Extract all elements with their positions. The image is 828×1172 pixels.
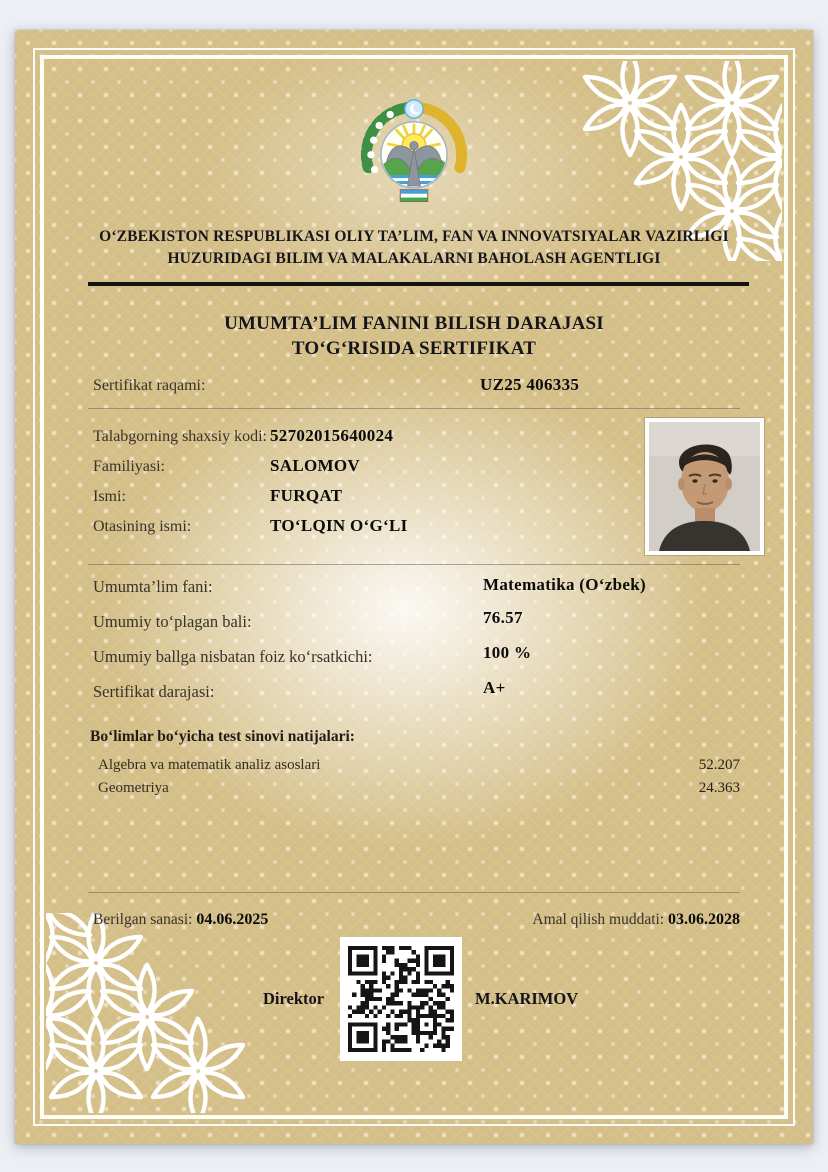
section-score: 24.363 <box>698 780 740 796</box>
patronymic-value: TO‘LQIN O‘G‘LI <box>270 516 408 535</box>
certificate-title-line2: TO‘G‘RISIDA SERTIFIKAT <box>291 338 537 359</box>
certificate-number-label: Sertifikat raqami: <box>93 377 206 394</box>
corner-ornament-bottom-left <box>46 913 246 1113</box>
certificate-title-line1: UMUMTA’LIM FANINI BILISH DARAJASI <box>224 313 604 334</box>
sections-heading: Bo‘limlar bo‘yicha test sinovi natijalari: <box>90 728 355 745</box>
ministry-line2: HUZURIDAGI BILIM VA MALAKALARNI BAHOLASH AGENTLIGI <box>167 250 661 267</box>
firstname-value: FURQAT <box>270 486 343 505</box>
issue-date <box>93 911 268 929</box>
issue-date-value: 04.06.2025 <box>196 911 269 928</box>
validity-date-label: Amal qilish muddati: <box>532 911 665 928</box>
validity-date-value: 03.06.2028 <box>668 911 740 928</box>
header-rule <box>88 282 749 286</box>
certificate-card <box>15 30 813 1144</box>
section-name: Geometriya <box>98 780 169 796</box>
ministry-name <box>15 226 813 270</box>
certificate-title <box>15 311 813 361</box>
director-name: M.KARIMOV <box>475 989 579 1008</box>
uzbekistan-coat-of-arms-icon <box>359 98 469 208</box>
issue-date-label: Berilgan sanasi: <box>93 911 193 928</box>
divider <box>88 408 740 409</box>
percentage-label: Umumiy ballga nisbatan foiz ko‘rsatkichi: <box>93 647 373 666</box>
section-name: Algebra va matematik analiz asoslari <box>98 757 321 773</box>
patronymic-label: Otasining ismi: <box>93 518 192 535</box>
director-label: Direktor <box>263 989 325 1008</box>
certificate-number-value: UZ25 406335 <box>480 375 580 394</box>
applicant-photo <box>645 418 764 555</box>
divider <box>88 892 740 893</box>
ministry-line1: O‘ZBEKISTON RESPUBLIKASI OLIY TA’LIM, FAN VA INNOVATSIYALAR VAZIRLIGI <box>99 228 729 245</box>
qr-code <box>340 937 462 1061</box>
divider <box>88 564 740 565</box>
personal-code-value: 52702015640024 <box>270 426 394 445</box>
surname-value: SALOMOV <box>270 456 360 475</box>
section-score: 52.207 <box>698 757 740 773</box>
validity-date <box>532 911 740 929</box>
surname-label: Familiyasi: <box>93 458 165 475</box>
subject-label: Umumta’lim fani: <box>93 577 213 596</box>
subject-value: Matematika (O‘zbek) <box>483 575 646 594</box>
total-score-value: 76.57 <box>483 608 523 627</box>
total-score-label: Umumiy to‘plagan bali: <box>93 612 252 631</box>
grade-value: A+ <box>483 678 506 697</box>
percentage-value: 100 % <box>483 643 532 662</box>
firstname-label: Ismi: <box>93 488 126 505</box>
personal-code-label: Talabgorning shaxsiy kodi: <box>93 428 267 445</box>
grade-label: Sertifikat darajasi: <box>93 682 215 701</box>
